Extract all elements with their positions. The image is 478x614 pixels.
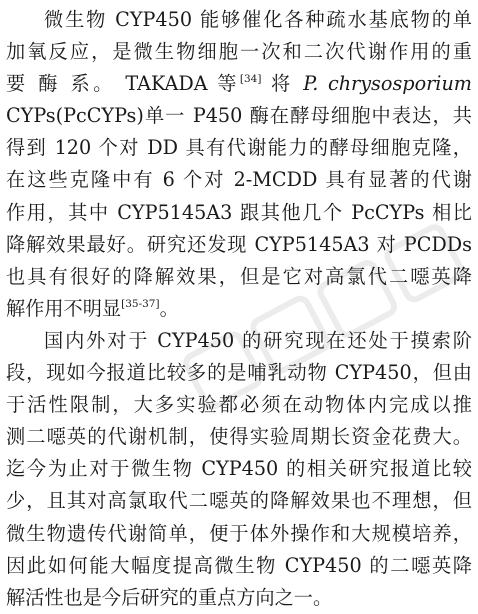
text-line [6, 36, 472, 68]
text-run: 作用，其中 CYP5145A3 跟其他几个 PcCYPs 相比 [6, 200, 472, 224]
text-run: 。 [159, 296, 179, 320]
text-run: 段，现如今报道比较多的是哺乳动物 CYP450，但由 [6, 361, 472, 385]
text-line [6, 132, 472, 164]
text-run: 将 [261, 72, 304, 96]
text-run: 也具有很好的降解效果，但是它对高氯代二噁英降 [6, 264, 472, 288]
citation-ref: [34] [239, 73, 262, 86]
text-line [6, 325, 472, 357]
text-run: 加氧反应，是微生物细胞一次和二次代谢作用的重 [6, 40, 472, 64]
text-run: 因此如何能大幅度提高微生物 CYP450 的二噁英降 [6, 553, 472, 577]
text-run: 于活性限制，大多实验都必须在动物体内完成以推 [6, 393, 472, 417]
text-run: 少，且其对高氯取代二噁英的降解效果也不理想，但 [6, 489, 472, 513]
text-run: 解作用不明显 [6, 296, 122, 320]
text-line [6, 4, 472, 36]
text-run: CYPs(PcCYPs)单一 P450 酶在酵母细胞中表达，共 [6, 104, 472, 128]
text-line [6, 164, 472, 196]
text-line [6, 229, 472, 261]
text-line [6, 582, 472, 614]
text-line [6, 389, 472, 421]
species-name: P. chrysosporium [303, 72, 472, 96]
text-line [6, 293, 472, 325]
text-run: 降解效果最好。研究还发现 CYP5145A3 对 PCDDs [6, 232, 472, 256]
text-run: 解活性也是今后研究的重点方向之一。 [6, 585, 333, 609]
text-line [6, 100, 472, 132]
text-run: 得到 120 个对 DD 具有代谢能力的酵母细胞克隆， [6, 136, 472, 160]
text-line [6, 453, 472, 485]
text-line [6, 197, 472, 229]
text-run: 测二噁英的代谢机制，使得实验周期长资金花费大。 [6, 425, 472, 449]
text-line [6, 550, 472, 582]
text-line [6, 518, 472, 550]
text-run: 微生物 CYP450 能够催化各种疏水基底物的单 [44, 8, 472, 31]
text-line [6, 485, 472, 517]
citation-ref: [35-37] [121, 297, 160, 310]
paragraph [6, 325, 472, 614]
text-run: 国内外对于 CYP450 的研究现在还处于摸索阶 [44, 328, 472, 352]
text-line [6, 421, 472, 453]
text-line [6, 357, 472, 389]
text-line [6, 68, 472, 100]
text-run: 在这些克隆中有 6 个对 2-MCDD 具有显著的代谢 [6, 168, 472, 192]
body-text [6, 4, 472, 614]
text-run: 迄今为止对于微生物 CYP450 的相关研究报道比较 [6, 457, 472, 481]
paragraph [6, 4, 472, 325]
text-line [6, 261, 472, 293]
text-run: 要 酶 系。 TAKADA 等 [6, 72, 240, 96]
text-run: 微生物遗传代谢简单，便于体外操作和大规模培养， [6, 521, 472, 545]
